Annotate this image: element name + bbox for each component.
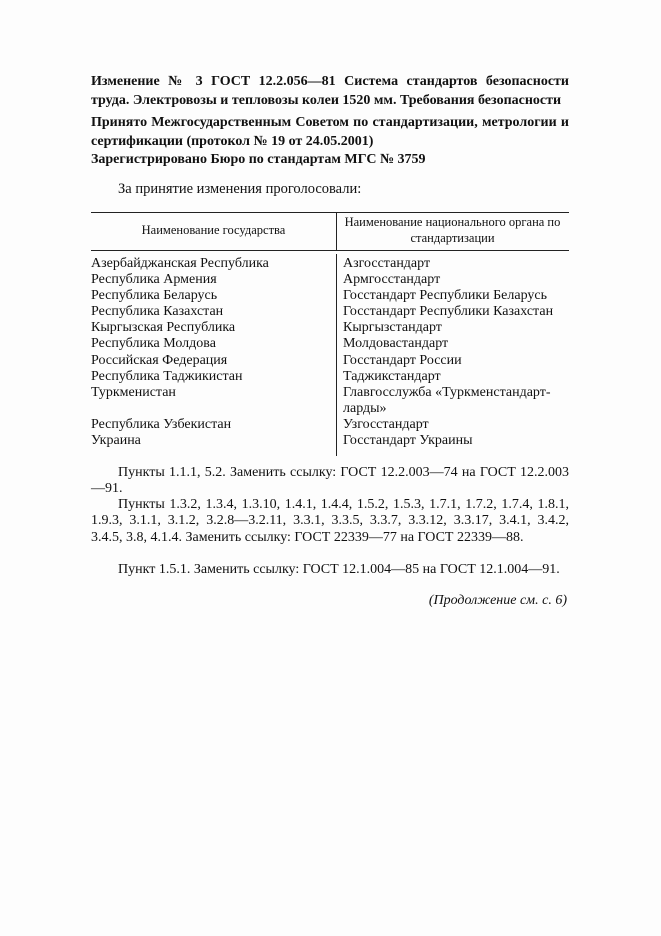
table-row: [91, 256, 569, 272]
state-cell: Азербайджанская Республика: [91, 256, 269, 271]
state-cell: Туркменистан: [91, 384, 176, 400]
table-row: [91, 320, 569, 336]
table-row: [91, 304, 569, 320]
body-cell: Армгосстандарт: [343, 272, 441, 288]
body-cell: Узгосстандарт: [343, 416, 429, 432]
state-cell: Кыргызская Республика: [91, 320, 236, 336]
table-row: [91, 385, 569, 417]
voting-table: [91, 256, 569, 449]
table-row: [91, 336, 569, 352]
table-row: [91, 369, 569, 385]
table-row: [91, 272, 569, 288]
adoption-note: Принято Межгосударственным Советом по стандартизации, метрологии и сертификации (протокол № 19 от 24.05.2001): [91, 115, 569, 149]
state-cell: Республика Армения: [91, 272, 217, 288]
body-cell: Главгосслужба «Туркменстандарт-ларды»: [343, 384, 551, 416]
amendment-title: Изменение № 3 ГОСТ 12.2.056—81 Система стандартов безопасности труда. Электровозы и тепловозы колеи 1520 мм. Требования безопасности: [91, 74, 569, 108]
body-cell: Госстандарт Республики Казахстан: [343, 304, 554, 320]
paragraph-1: Пункты 1.1.1, 5.2. Заменить ссылку: ГОСТ 12.2.003—74 на ГОСТ 12.2.003—91.: [91, 465, 569, 497]
state-cell: Республика Узбекистан: [91, 416, 232, 432]
paragraph-2: Пункты 1.3.2, 1.3.4, 1.3.10, 1.4.1, 1.4.4, 1.5.2, 1.5.3, 1.7.1, 1.7.2, 1.7.4, 1.8.1, 1.9.3, 3.1.1, 3.1.2, 3.2.8—3.2.11, 3.3.1, 3.3.5, 3.3.7, 3.3.12, 3.3.17, 3.4.1, 3.4.2, 3.4.5, 3.8, 4.1.4. Заменить ссылку: ГОСТ 22339—77 на ГОСТ 22339—88.: [91, 497, 569, 545]
body-cell: Кыргызстандарт: [343, 320, 442, 336]
paragraph-3: Пункт 1.5.1. Заменить ссылку: ГОСТ 12.1.004—85 на ГОСТ 12.1.004—91.: [118, 562, 560, 577]
voting-intro: За принятие изменения проголосовали:: [118, 181, 362, 197]
body-cell: Госстандарт Республики Беларусь: [343, 288, 548, 304]
body-cell: Азгосстандарт: [343, 256, 431, 271]
body-cell: Таджикстандарт: [343, 368, 441, 384]
state-cell: Украина: [91, 432, 141, 448]
column-header-body: Наименование национального органа по стандартизации: [344, 215, 561, 245]
table-top-rule: [91, 212, 569, 213]
state-cell: Республика Казахстан: [91, 304, 224, 320]
table-header-rule: [91, 250, 569, 251]
state-cell: Республика Беларусь: [91, 288, 218, 304]
table-row: [91, 433, 569, 449]
column-header-state: Наименование государства: [141, 223, 286, 237]
state-cell: Республика Таджикистан: [91, 368, 243, 384]
state-cell: Российская Федерация: [91, 352, 228, 368]
body-cell: Госстандарт России: [343, 352, 462, 368]
state-cell: Республика Молдова: [91, 336, 216, 352]
body-cell: Госстандарт Украины: [343, 432, 473, 448]
table-row: [91, 353, 569, 369]
table-row: [91, 288, 569, 304]
table-row: [91, 417, 569, 433]
body-cell: Молдовастандарт: [343, 336, 449, 352]
registration-note: Зарегистрировано Бюро по стандартам МГС № 3759: [91, 152, 426, 167]
continuation-note: (Продолжение см. с. 6): [428, 593, 567, 608]
